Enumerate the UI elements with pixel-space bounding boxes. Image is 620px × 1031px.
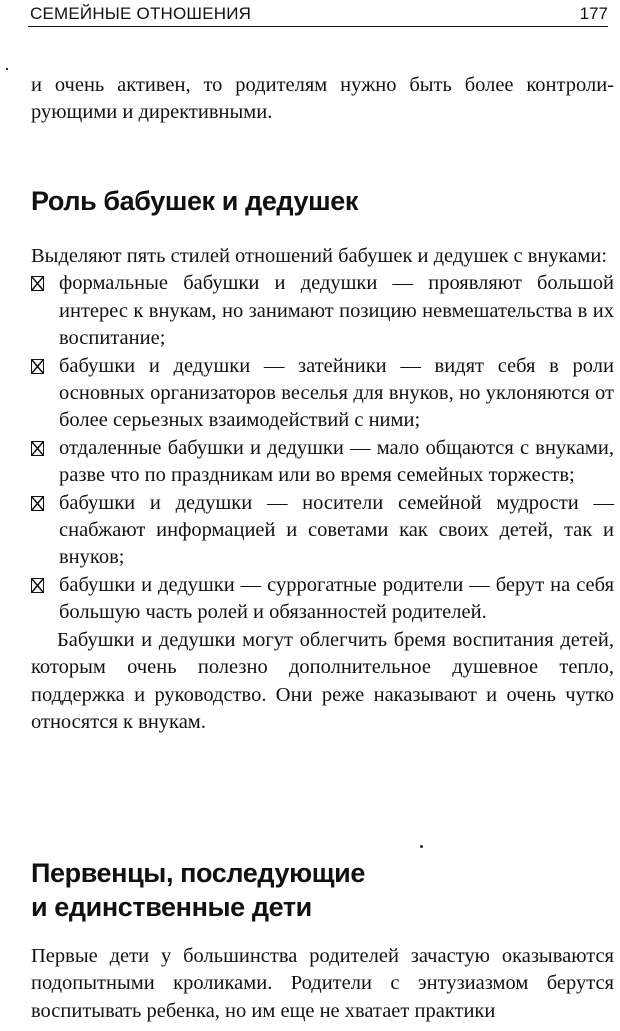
checkbox-crossed-icon [31, 276, 44, 291]
heading-line: Первенцы, последующие [31, 858, 365, 888]
running-title: СЕМЕЙНЫЕ ОТНОШЕНИЯ [30, 4, 252, 23]
list-item [31, 490, 614, 572]
birth-order-paragraph: Первые дети у большинства родителей зачастую оказываются подопытными кроликами. Родители с энтузиазмом берутся воспитывать ребенка, но им еще не хватает практики [31, 945, 614, 1022]
list-item-text: бабушки и дедушки — носители семейной мудрости — снабжают информацией и советами как своих детей, так и внуков; [59, 491, 614, 569]
checkbox-crossed-icon [31, 578, 44, 593]
print-speck [420, 845, 423, 848]
margin-speck [6, 68, 8, 70]
list-item [31, 435, 614, 490]
checkbox-crossed-icon [31, 496, 44, 511]
birth-order-section-body [31, 943, 614, 1025]
running-header [30, 4, 620, 26]
grandparent-styles-list [31, 270, 614, 626]
list-item-text: бабушки и дедушки — суррогатные родители — берут на себя большую часть ролей и обязанностей родителей. [59, 573, 614, 624]
list-item [31, 270, 614, 352]
list-item-text: бабушки и дедушки — затейники — видят себя в роли основных организаторов веселья для внуков, но уклоняются от более серьезных взаимодействий с ними; [59, 354, 614, 432]
list-item [31, 572, 614, 627]
section-heading-grandparents: Роль бабушек и дедушек [31, 186, 358, 216]
header-rule [28, 26, 608, 27]
intro-paragraph [31, 72, 614, 127]
section-heading-birth-order [31, 856, 614, 924]
grandparents-lead: Выделяют пять стилей отношений бабушек и дедушек с внуками: [31, 245, 608, 267]
page-number: 177 [579, 4, 608, 23]
intro-text: и очень активен, то родителям нужно быть более контролирующими и директивными. [31, 74, 614, 124]
list-item-text: отдаленные бабушки и дедушки — мало общаются с внуками, разве что по праздникам или во время семейных торжеств; [59, 436, 614, 487]
list-item-text: формальные бабушки и дедушки — проявляют большой интерес к внукам, но занимают позицию невмешательства в их воспитание; [59, 272, 614, 350]
checkbox-crossed-icon [31, 441, 44, 456]
list-item [31, 353, 614, 435]
checkbox-crossed-icon [31, 359, 44, 374]
heading-line: и единственные дети [31, 892, 312, 922]
grandparents-closing-paragraph: Бабушки и дедушки могут облегчить бремя воспитания детей, которым очень полезно дополнительное душевное тепло, поддержка и руководство. Они реже наказывают и очень чутко относятся к внукам. [31, 628, 614, 733]
grandparents-section-body [31, 243, 614, 736]
